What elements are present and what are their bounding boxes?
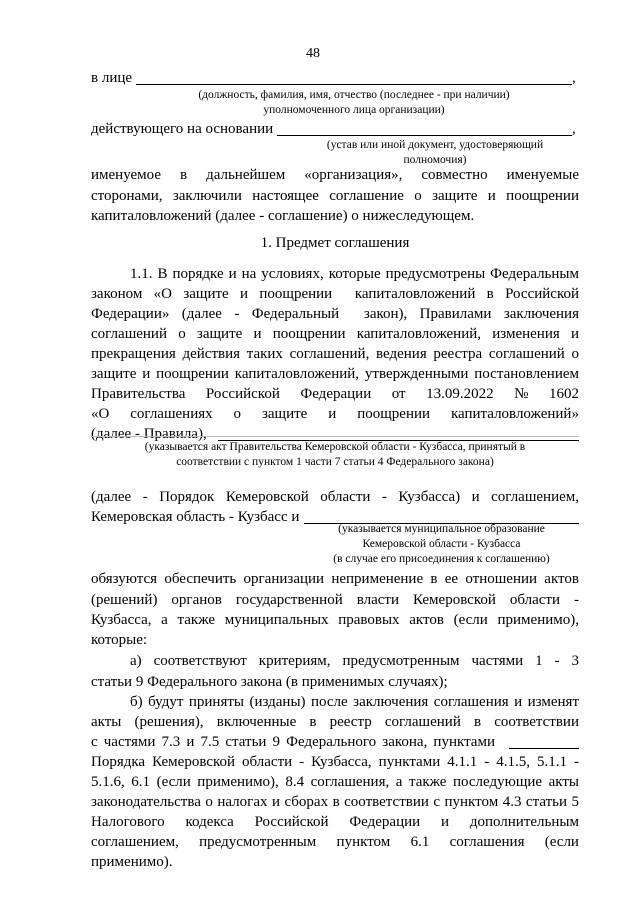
word: 13.09.2022: [426, 386, 494, 402]
intro-line-3: капиталовложений (далее - соглашение) о нижеследующем.: [91, 208, 475, 224]
word: Федерации: [349, 814, 421, 830]
item-b-line-7: [91, 812, 579, 832]
intro-line-1: [91, 165, 579, 185]
word: в: [179, 167, 188, 183]
word: защите: [261, 406, 308, 422]
acting-comma: ,: [572, 121, 576, 137]
intro-line-2: сторонами, заключили настоящее соглашение о защите и поощрении: [91, 188, 579, 204]
item-b-line-4: Порядка Кемеровской области - Кузбасса, пунктами 4.1.1 - 4.1.5, 5.1.1 -: [91, 754, 579, 770]
section-title: 1. Предмет соглашения: [260, 235, 410, 251]
item-a-line-1: а) соответствуют критериям, предусмотренным частями 1 - 3: [130, 653, 579, 669]
page-number: 48: [306, 46, 320, 61]
oblige-line-2: (решений) органов государственной власти Кемеровской области -: [91, 592, 579, 608]
word: Российской: [205, 386, 280, 402]
word: и: [328, 406, 337, 422]
item-a-line-2: статьи 9 Федерального закона (в применимых случаях);: [91, 674, 448, 690]
word: (если: [544, 834, 579, 850]
word: соглашениях: [130, 406, 213, 422]
item-b-line-3: с частями 7.3 и 7.5 статьи 9 Федерального закона, пунктами: [91, 734, 495, 750]
item-b-line-1: б) будут приняты (изданы) после заключения соглашения и изменят: [130, 694, 579, 710]
word: №: [514, 386, 529, 402]
word: соглашением,: [91, 834, 179, 850]
word: от: [391, 386, 406, 402]
word: 6.1: [410, 834, 430, 850]
acting-label: действующего на основании: [91, 121, 274, 137]
p11-line-2: законом «О защите и поощрении капиталовложений в Российской: [91, 286, 579, 302]
p11-line-4: соглашений о защите и поощрении капиталовложений, изменения и: [91, 326, 579, 342]
word: «О: [91, 406, 110, 422]
p11-line-8: [91, 404, 579, 424]
in-person-blank: [136, 84, 572, 85]
oblige-line-4: которые:: [91, 632, 148, 648]
in-person-label: в лице: [91, 70, 133, 86]
word: дополнительным: [469, 814, 579, 830]
word: Налогового: [91, 814, 165, 830]
word: предусмотренным: [199, 834, 317, 850]
word: пунктом: [336, 834, 391, 850]
word: «организация»,: [304, 167, 403, 183]
hint-basis-line2: полномочия): [403, 154, 467, 166]
p11-line-9: (далее - Правила),: [91, 426, 207, 442]
p11-line-1: 1.1. В порядке и на условиях, которые предусмотрены Федеральным: [130, 266, 579, 282]
order-line-2: Кемеровская область - Кузбасс и: [91, 509, 300, 525]
oblige-line-3: Кузбасса, а также муниципальных правовых актов (если применимо),: [91, 612, 579, 628]
p11-line-6: защите и поощрении капиталовложений, утвержденными постановлением: [91, 366, 579, 382]
word: поощрении: [357, 406, 431, 422]
in-person-comma: ,: [572, 70, 576, 86]
acting-blank: [277, 135, 572, 136]
p11-line-7: [91, 384, 579, 404]
item-b-line-9: применимо).: [91, 854, 173, 870]
item-b-line-8: [91, 832, 579, 852]
word: о: [233, 406, 242, 422]
hint-position-line1: (должность, фамилия, имя, отчество (последнее - при наличии): [198, 89, 510, 101]
hint-muni-line2: Кемеровской области - Кузбасса: [362, 538, 521, 550]
word: Российской: [254, 814, 329, 830]
order-line-1: (далее - Порядок Кемеровской области - Кузбасса) и соглашением,: [91, 489, 579, 505]
word: именуемое: [91, 167, 161, 183]
word: капиталовложений»: [450, 406, 579, 422]
word: и: [440, 814, 450, 830]
oblige-line-1: обязуются обеспечить организации неприменение в ее отношении актов: [91, 571, 579, 587]
item-b-line-6: законодательства о налогах и сборах в соответствии с пунктом 4.3 статьи 5: [91, 794, 579, 810]
word: 1602: [548, 386, 579, 402]
hint-muni-line1: (указывается муниципальное образование: [338, 523, 545, 535]
word: именуемые: [506, 167, 579, 183]
word: Федерации: [300, 386, 372, 402]
hint-act-line2: соответствии с пунктом 1 части 7 статьи 4 Федерального закона): [176, 456, 494, 468]
item-b-line-5: 5.1.6, 6.1 (если применимо), 8.4 соглашения, а также последующие акты: [91, 774, 579, 790]
hint-basis-line1: (устав или иной документ, удостоверяющий: [326, 139, 544, 151]
p11-line-3: Федерации» (далее - Федеральный закон), Правилами заключения: [91, 306, 579, 322]
p11-line-5: прекращения действия таких соглашений, ведения реестра соглашений о: [91, 346, 579, 362]
act-rule: [91, 436, 579, 437]
word: кодекса: [185, 814, 234, 830]
word: совместно: [421, 167, 488, 183]
hint-muni-line3: (в случае его присоединения к соглашению): [333, 553, 550, 565]
word: соглашения: [449, 834, 525, 850]
word: дальнейшем: [206, 167, 286, 183]
word: Правительства: [91, 386, 186, 402]
hint-position-line2: уполномоченного лица организации): [263, 104, 445, 116]
hint-act-line1: (указывается акт Правительства Кемеровской области - Кузбасса, принятый в: [144, 441, 526, 453]
item-b-line-2: акты (решения), включенные в реестр соглашений в соответствии: [91, 714, 579, 730]
points-blank: [509, 748, 579, 749]
